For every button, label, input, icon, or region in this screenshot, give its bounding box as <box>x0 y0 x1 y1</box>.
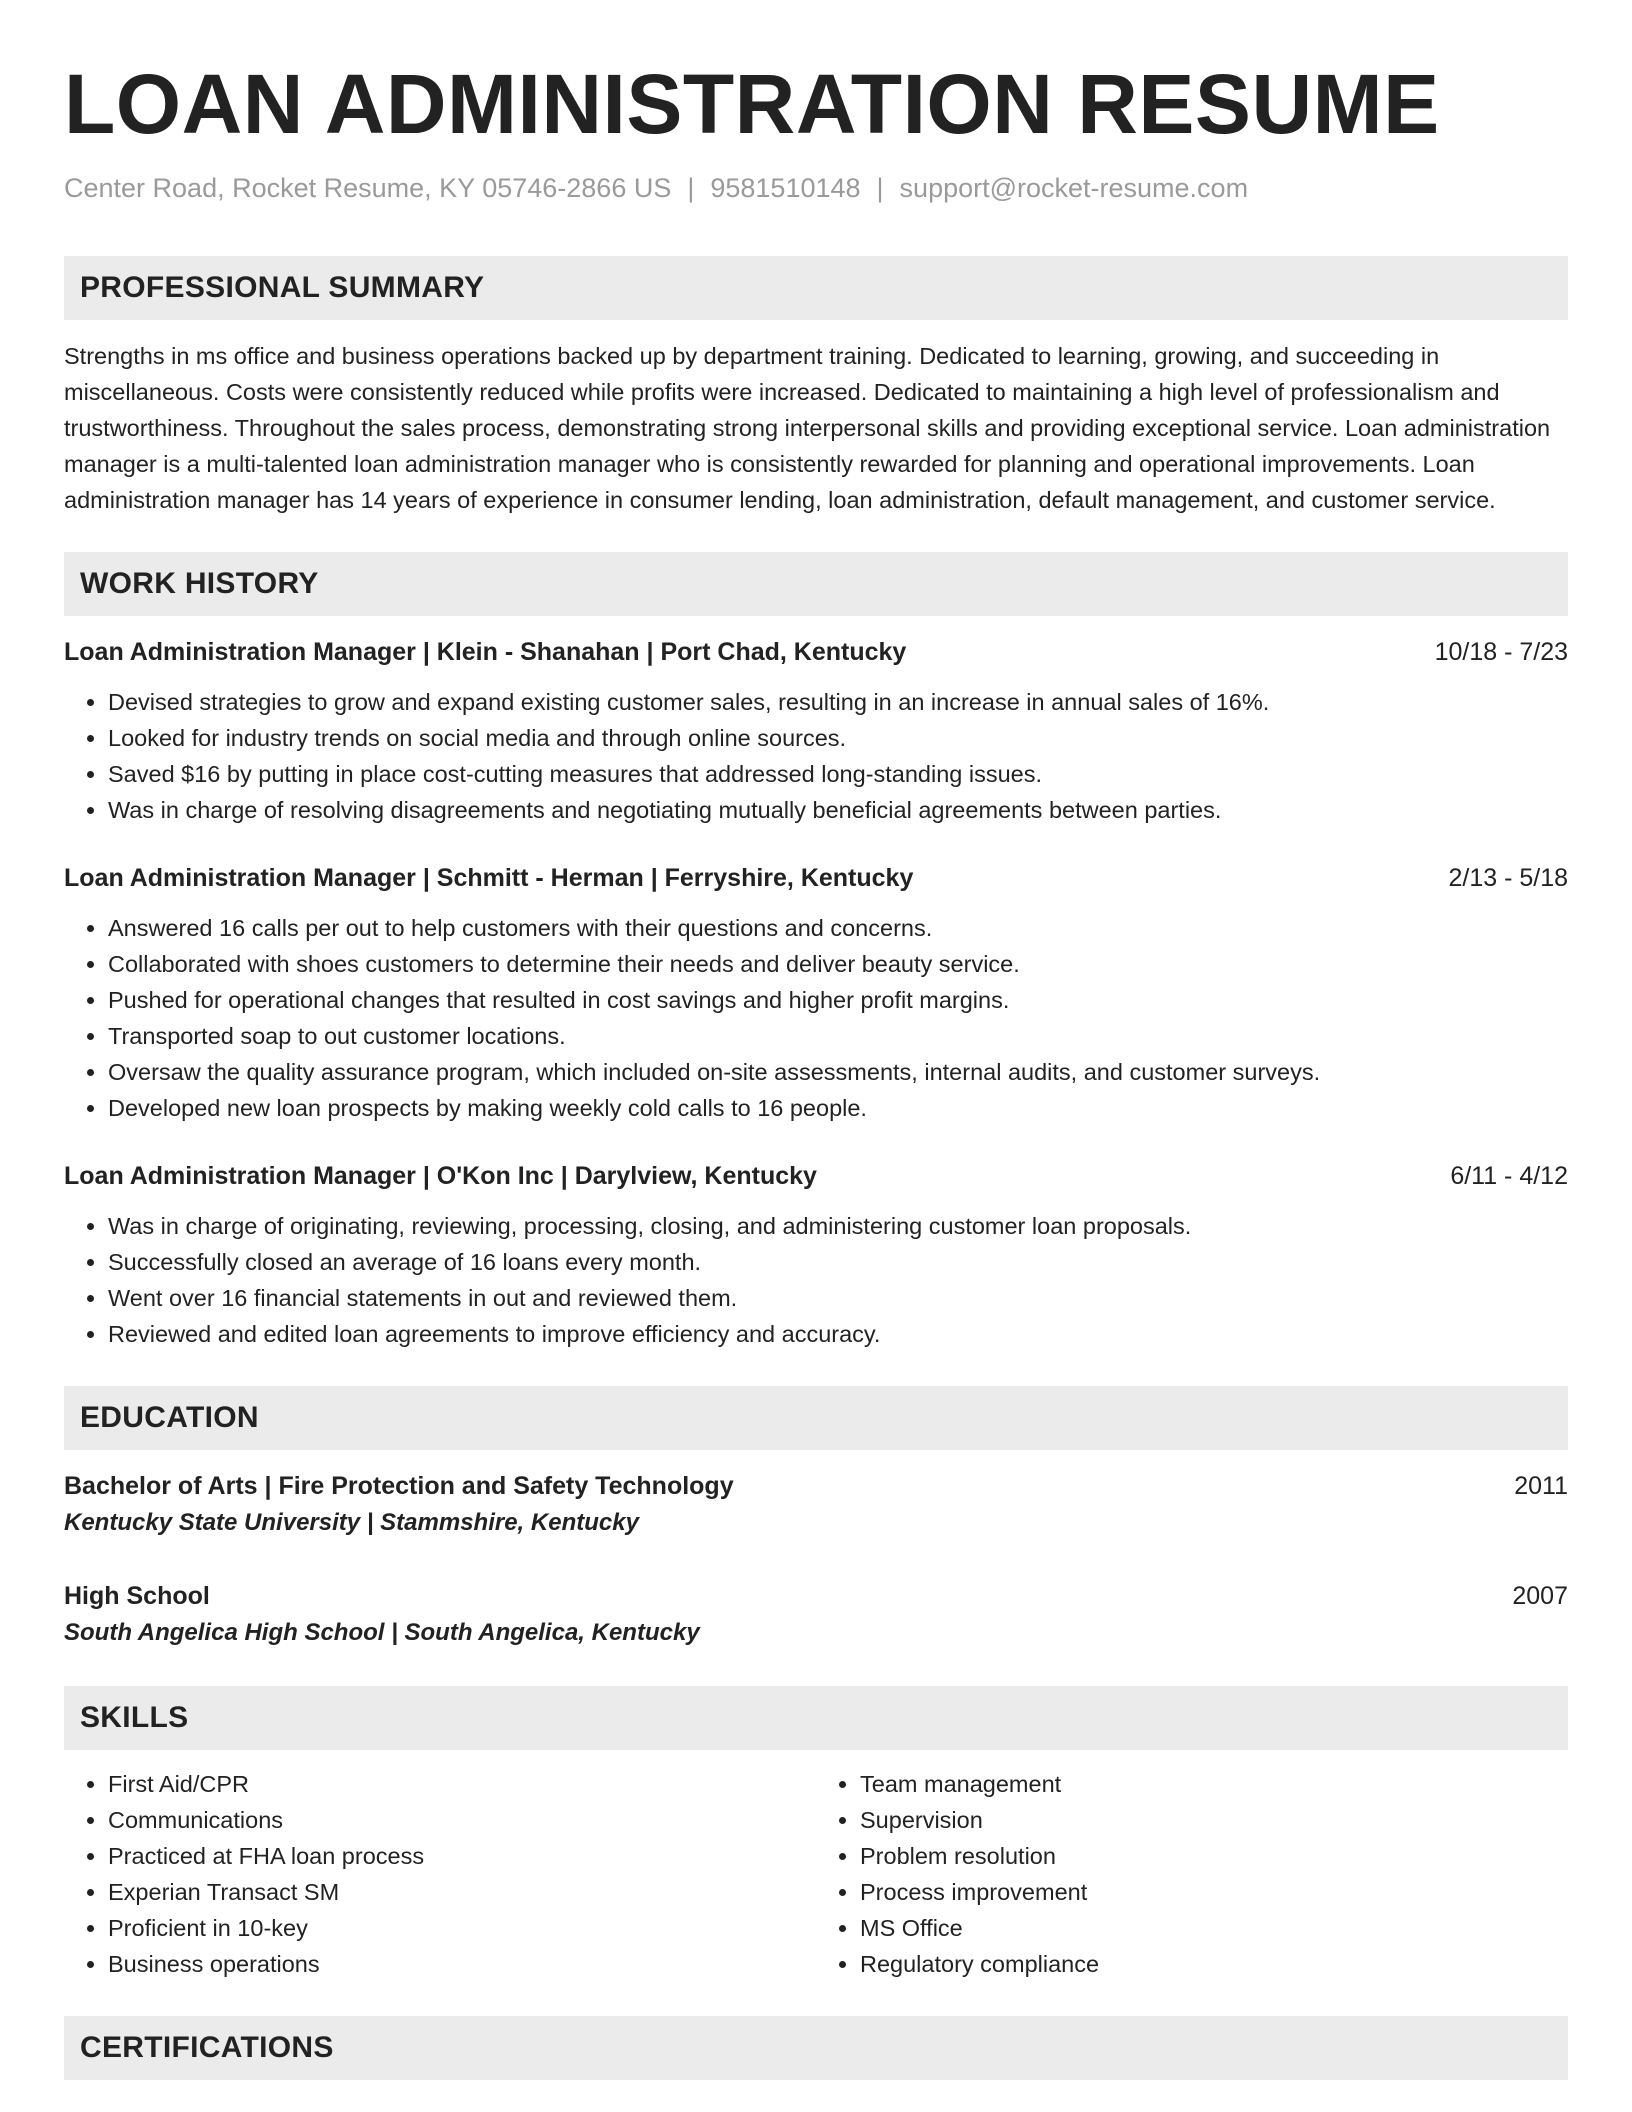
summary-text: Strengths in ms office and business operations backed up by department training. Dedicated to learning, growing, and succeeding in miscellaneous. Costs were consistently reduced while profits were increased. Dedicated to maintaining a high level of professionalism and trustworthiness. Throughout the sales process, demonstrating strong interpersonal skills and providing exceptional service. Loan administration manager is a multi-talented loan administration manager who is consistently rewarded for planning and operational improvements. Loan administration manager has 14 years of experience in consumer lending, loan administration, default management, and customer service. <box>64 343 1551 514</box>
skill-item: • Problem resolution <box>860 1838 1568 1874</box>
job-bullet: • Collaborated with shoes customers to determine their needs and deliver beauty service. <box>108 946 1568 982</box>
contact-line <box>64 172 1568 204</box>
job-title: Loan Administration Manager | Klein - Shanahan | Port Chad, Kentucky <box>64 638 907 667</box>
contact-address: Center Road, Rocket Resume, KY 05746-2866 US <box>64 173 672 203</box>
skill-item: • Practiced at FHA loan process <box>108 1838 816 1874</box>
job-dates: 6/11 - 4/12 <box>1450 1162 1568 1191</box>
education-school: Kentucky State University | Stammshire, Kentucky <box>64 1509 639 1537</box>
job-bullet: • Devised strategies to grow and expand existing customer sales, resulting in an increase in annual sales of 16%. <box>108 684 1568 720</box>
contact-separator: | <box>687 173 695 203</box>
education-school: South Angelica High School | South Angelica, Kentucky <box>64 1619 700 1647</box>
job-bullet: • Oversaw the quality assurance program, which included on-site assessments, internal audits, and customer surveys. <box>108 1054 1568 1090</box>
section-header-education: EDUCATION <box>64 1386 1568 1450</box>
job-title: Loan Administration Manager | Schmitt - Herman | Ferryshire, Kentucky <box>64 864 914 893</box>
job-bullet: • Developed new loan prospects by making weekly cold calls to 16 people. <box>108 1090 1568 1126</box>
skill-item: • MS Office <box>860 1910 1568 1946</box>
section-header-skills: SKILLS <box>64 1686 1568 1750</box>
section-header-certifications: CERTIFICATIONS <box>64 2016 1568 2080</box>
contact-phone: 9581510148 <box>710 173 861 203</box>
skill-item: • Regulatory compliance <box>860 1946 1568 1982</box>
job-dates: 10/18 - 7/23 <box>1434 638 1568 667</box>
skill-item: • Experian Transact SM <box>108 1874 816 1910</box>
contact-email: support@rocket-resume.com <box>899 173 1249 203</box>
education-degree: High School <box>64 1582 210 1611</box>
job-bullet: • Was in charge of resolving disagreements and negotiating mutually beneficial agreements between parties. <box>108 792 1568 828</box>
job-bullet: • Reviewed and edited loan agreements to improve efficiency and accuracy. <box>108 1316 1568 1352</box>
job-bullets <box>64 1208 1568 1352</box>
skill-item: • Communications <box>108 1802 816 1838</box>
job-bullet: • Transported soap to out customer locations. <box>108 1018 1568 1054</box>
skills-column-right <box>816 1766 1568 1982</box>
education-degree: Bachelor of Arts | Fire Protection and Safety Technology <box>64 1472 734 1501</box>
contact-separator: | <box>876 173 884 203</box>
section-header-work-history: WORK HISTORY <box>64 552 1568 616</box>
job-bullets <box>64 684 1568 828</box>
skills-list <box>64 1766 1568 1982</box>
resume-title: LOAN ADMINISTRATION RESUME <box>64 57 1440 151</box>
education-entry <box>64 1578 1568 1652</box>
job-bullet: • Answered 16 calls per out to help customers with their questions and concerns. <box>108 910 1568 946</box>
skill-item: • Proficient in 10-key <box>108 1910 816 1946</box>
job-bullets <box>64 910 1568 1126</box>
education-entry <box>64 1468 1568 1542</box>
education-year: 2011 <box>1514 1472 1568 1501</box>
skill-item: • Supervision <box>860 1802 1568 1838</box>
skill-item: • First Aid/CPR <box>108 1766 816 1802</box>
job-bullet: • Looked for industry trends on social media and through online sources. <box>108 720 1568 756</box>
job-bullet: • Successfully closed an average of 16 loans every month. <box>108 1244 1568 1280</box>
job-entry <box>64 1158 1568 1352</box>
skill-item: • Process improvement <box>860 1874 1568 1910</box>
skill-item: • Business operations <box>108 1946 816 1982</box>
job-bullet: • Pushed for operational changes that resulted in cost savings and higher profit margins. <box>108 982 1568 1018</box>
job-entry <box>64 860 1568 1126</box>
job-bullet: • Was in charge of originating, reviewing, processing, closing, and administering customer loan proposals. <box>108 1208 1568 1244</box>
education-year: 2007 <box>1512 1582 1568 1611</box>
job-dates: 2/13 - 5/18 <box>1448 864 1568 893</box>
skills-column-left <box>64 1766 816 1982</box>
job-bullet: • Went over 16 financial statements in out and reviewed them. <box>108 1280 1568 1316</box>
skill-item: • Team management <box>860 1766 1568 1802</box>
job-bullet: • Saved $16 by putting in place cost-cutting measures that addressed long-standing issues. <box>108 756 1568 792</box>
section-header-summary: PROFESSIONAL SUMMARY <box>64 256 1568 320</box>
job-title: Loan Administration Manager | O'Kon Inc | Darylview, Kentucky <box>64 1162 817 1191</box>
job-entry <box>64 634 1568 828</box>
